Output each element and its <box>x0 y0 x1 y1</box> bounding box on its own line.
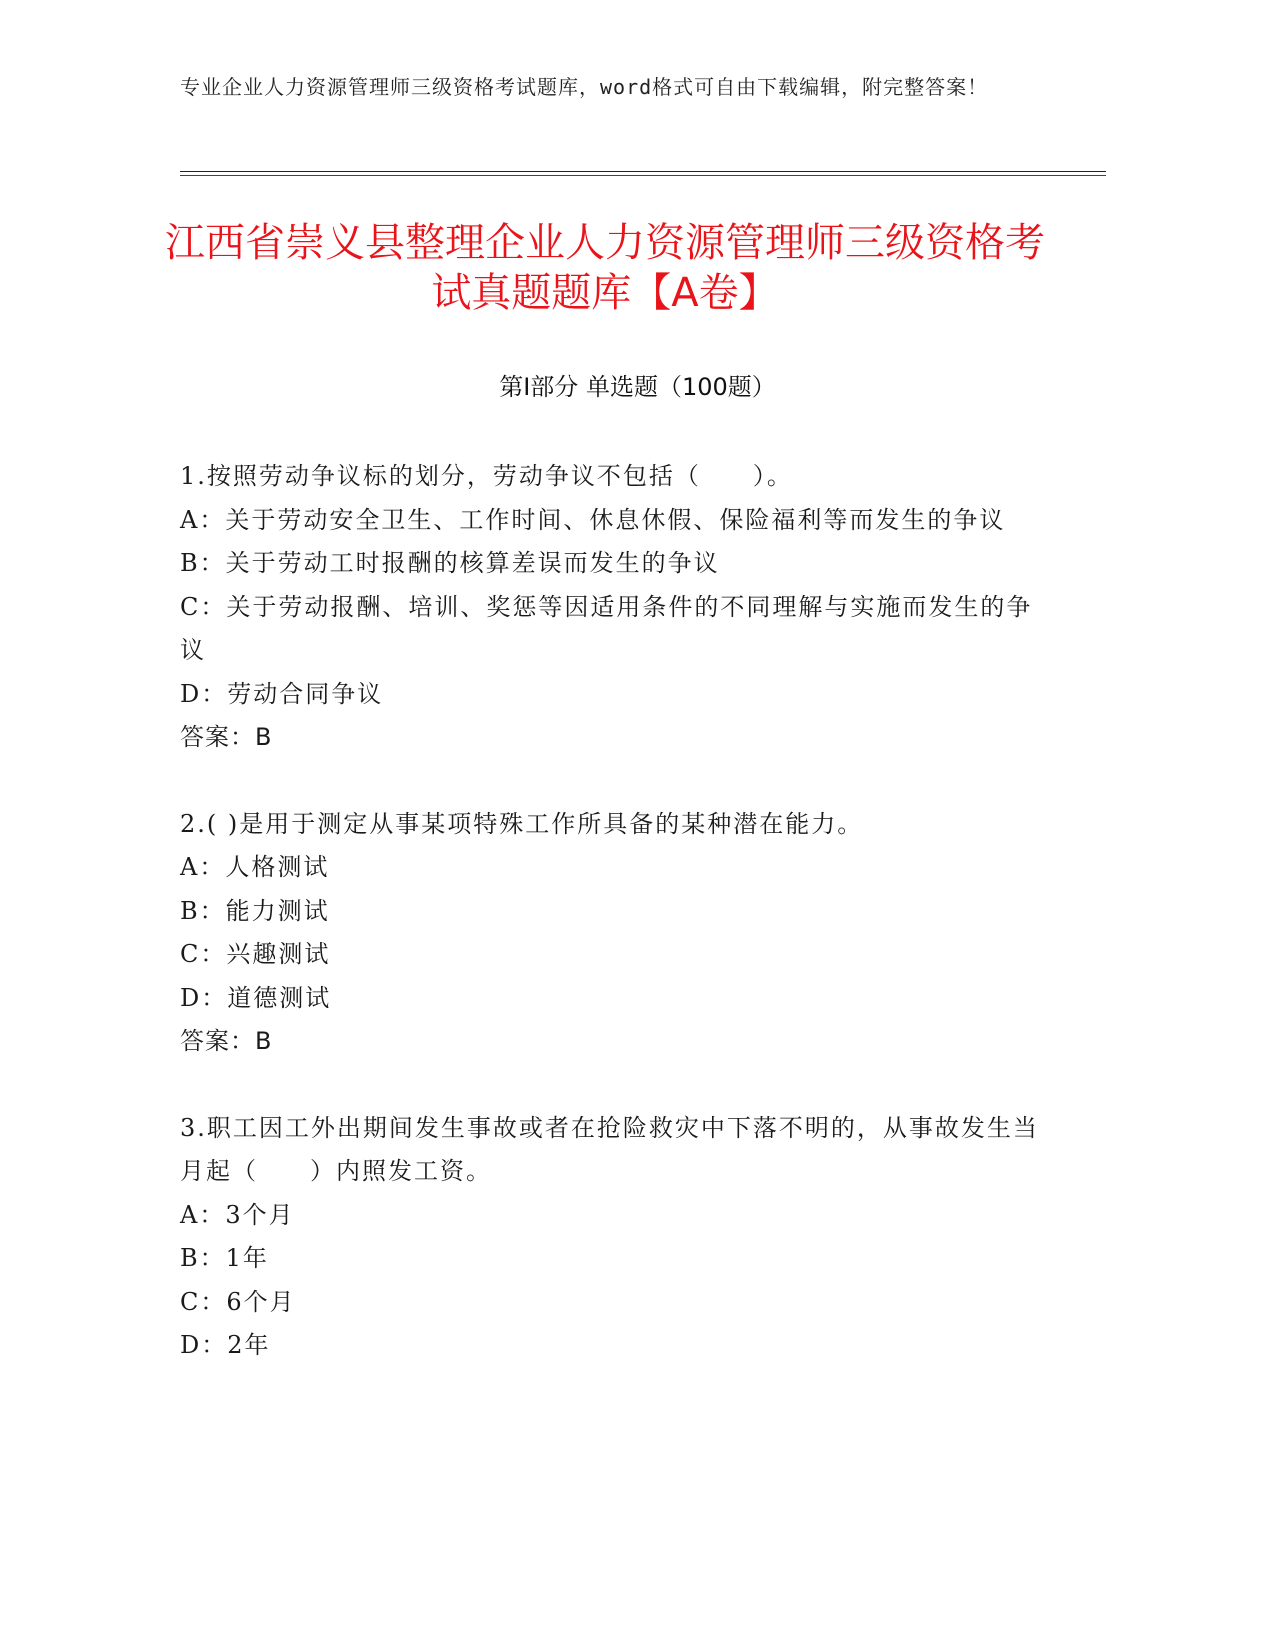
section-title: 第I部分 单选题（100题） <box>499 373 776 401</box>
option-a: A：关于劳动安全卫生、工作时间、休息休假、保险福利等而发生的争议 <box>180 505 1006 534</box>
question-list <box>180 455 1040 1411</box>
question-1 <box>180 455 1040 760</box>
option-a: A：人格测试 <box>180 853 330 881</box>
document-title: 江西省崇义县整理企业人力资源管理师三级资格考试真题题库【A卷】 <box>165 220 1045 316</box>
answer-line: 答案：B <box>180 723 273 751</box>
option-a: A：3个月 <box>180 1200 295 1229</box>
question-text: 3.职工因工外出期间发生事故或者在抢险救灾中下落不明的，从事故发生当月起（ ）内照发工资。 <box>180 1113 1039 1185</box>
question-text: 1.按照劳动争议标的划分，劳动争议不包括（ ）。 <box>180 462 793 490</box>
header-divider-thin <box>180 175 1106 176</box>
option-c: C：兴趣测试 <box>180 940 331 968</box>
question-3 <box>180 1107 1040 1368</box>
option-b: B：1年 <box>180 1244 269 1272</box>
question-text: 2.( )是用于测定从事某项特殊工作所具备的某种潜在能力。 <box>180 809 864 838</box>
option-c: C：6个月 <box>180 1287 296 1316</box>
option-c: C：关于劳动报酬、培训、奖惩等因适用条件的不同理解与实施而发生的争议 <box>180 592 1033 664</box>
header-note: 专业企业人力资源管理师三级资格考试题库，word格式可自由下载编辑，附完整答案！ <box>180 75 989 99</box>
option-b: B：关于劳动工时报酬的核算差误而发生的争议 <box>180 549 720 577</box>
answer-line: 答案：B <box>180 1027 273 1055</box>
question-2 <box>180 803 1040 1064</box>
option-d: D：道德测试 <box>180 983 332 1012</box>
option-d: D：2年 <box>180 1331 271 1359</box>
option-b: B：能力测试 <box>180 896 330 925</box>
header-divider-thick <box>180 171 1106 172</box>
option-d: D：劳动合同争议 <box>180 679 384 708</box>
